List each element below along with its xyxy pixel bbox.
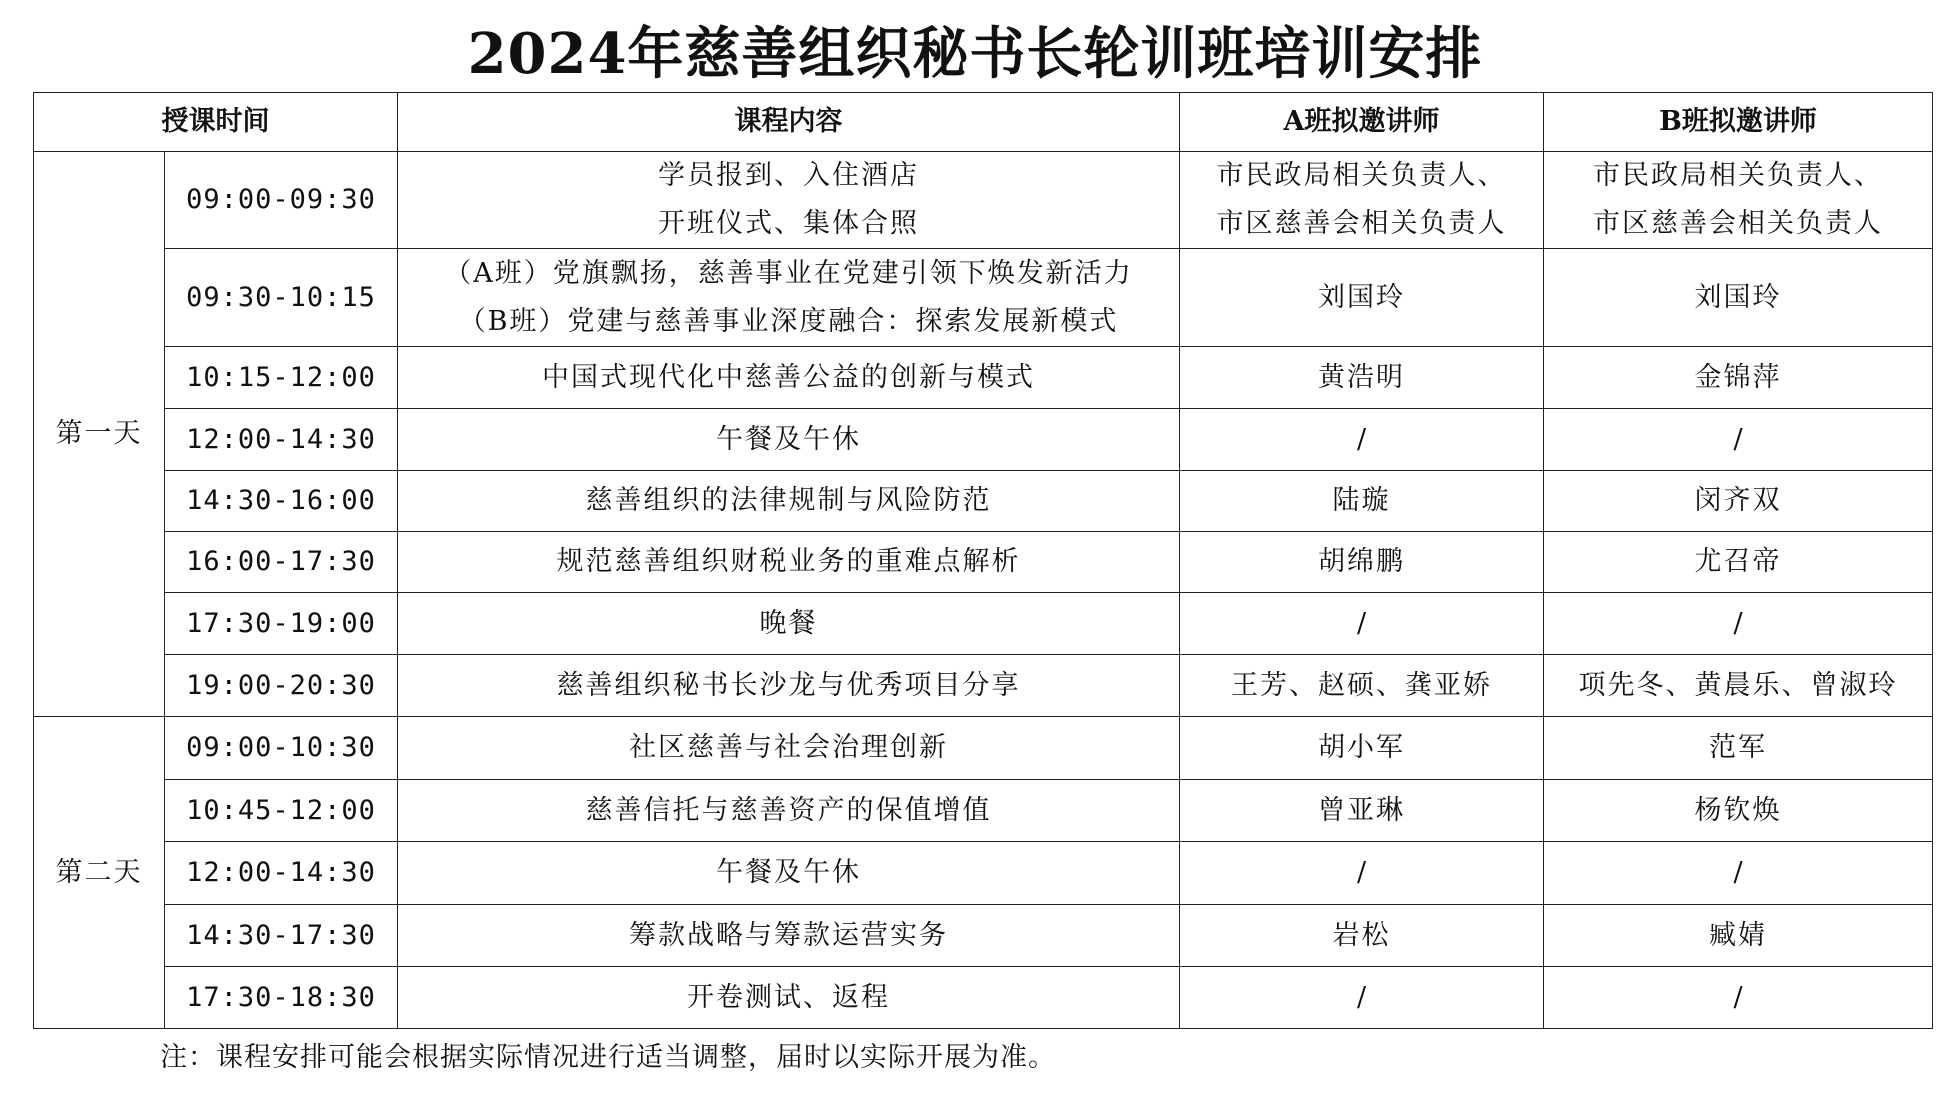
lecturer-line: 市民政局相关负责人、 [1216,160,1507,191]
content-line: 开班仪式、集体合照 [658,208,919,239]
time-cell: 10:15-12:00 [165,347,398,409]
content-line: 学员报到、入住酒店 [658,160,919,191]
a-lecturer-cell: 刘国玲 [1180,249,1544,347]
schedule-table [33,92,1933,1029]
a-lecturer-cell: / [1180,842,1544,905]
table-row [34,842,1933,905]
table-row [34,347,1933,409]
b-lecturer-cell: 臧婧 [1544,905,1933,967]
footnote: 注：课程安排可能会根据实际情况进行适当调整，届时以实际开展为准。 [160,1042,1056,1073]
content-cell [398,249,1180,347]
b-lecturer-cell: 刘国玲 [1544,249,1933,347]
a-lecturer-cell: 胡绵鹏 [1180,532,1544,593]
time-cell: 09:00-09:30 [165,152,398,249]
table-row [34,593,1933,655]
a-lecturer-cell: / [1180,967,1544,1029]
header-content: 课程内容 [398,93,1180,152]
b-lecturer-cell: 项先冬、黄晨乐、曾淑玲 [1544,655,1933,717]
time-cell: 17:30-18:30 [165,967,398,1029]
b-lecturer-cell: / [1544,967,1933,1029]
content-cell: 慈善信托与慈善资产的保值增值 [398,780,1180,842]
b-lecturer-cell [1544,152,1933,249]
b-lecturer-cell: / [1544,409,1933,471]
header-a-lecturer: A班拟邀讲师 [1180,93,1544,152]
table-row [34,905,1933,967]
header-row [34,93,1933,152]
content-cell: 晚餐 [398,593,1180,655]
b-lecturer-cell: 尤召帝 [1544,532,1933,593]
a-lecturer-cell [1180,152,1544,249]
lecturer-line: 市区慈善会相关负责人 [1216,208,1507,239]
b-lecturer-cell: 范军 [1544,717,1933,780]
b-lecturer-cell: 金锦萍 [1544,347,1933,409]
b-lecturer-cell: 杨钦焕 [1544,780,1933,842]
time-cell: 14:30-16:00 [165,471,398,532]
time-cell: 16:00-17:30 [165,532,398,593]
time-cell: 09:00-10:30 [165,717,398,780]
day-label: 第二天 [34,717,165,1029]
a-lecturer-cell: / [1180,409,1544,471]
content-cell: 慈善组织秘书长沙龙与优秀项目分享 [398,655,1180,717]
b-lecturer-cell: / [1544,842,1933,905]
content-cell: 午餐及午休 [398,842,1180,905]
table-row [34,471,1933,532]
content-line: （B班）党建与慈善事业深度融合：探索发展新模式 [458,305,1119,337]
table-row [34,152,1933,249]
time-cell: 14:30-17:30 [165,905,398,967]
a-lecturer-cell: 黄浩明 [1180,347,1544,409]
header-b-lecturer: B班拟邀讲师 [1544,93,1933,152]
content-cell [398,152,1180,249]
page-title: 2024年慈善组织秘书长轮训班培训安排 [467,21,1483,87]
a-lecturer-cell: 王芳、赵硕、龚亚娇 [1180,655,1544,717]
a-lecturer-cell: 岩松 [1180,905,1544,967]
content-cell: 规范慈善组织财税业务的重难点解析 [398,532,1180,593]
table-row [34,717,1933,780]
time-cell: 12:00-14:30 [165,409,398,471]
table-row [34,249,1933,347]
table-row [34,780,1933,842]
day-label: 第一天 [34,152,165,717]
a-lecturer-cell: 陆璇 [1180,471,1544,532]
lecturer-line: 市民政局相关负责人、 [1593,160,1883,191]
a-lecturer-cell: 曾亚琳 [1180,780,1544,842]
header-time: 授课时间 [34,93,398,152]
table-row [34,967,1933,1029]
content-cell: 慈善组织的法律规制与风险防范 [398,471,1180,532]
time-cell: 19:00-20:30 [165,655,398,717]
content-cell: 筹款战略与筹款运营实务 [398,905,1180,967]
table-row [34,409,1933,471]
b-lecturer-cell: / [1544,593,1933,655]
a-lecturer-cell: 胡小军 [1180,717,1544,780]
time-cell: 17:30-19:00 [165,593,398,655]
a-lecturer-cell: / [1180,593,1544,655]
content-cell: 中国式现代化中慈善公益的创新与模式 [398,347,1180,409]
content-cell: 午餐及午休 [398,409,1180,471]
lecturer-line: 市区慈善会相关负责人 [1593,208,1883,239]
content-cell: 开卷测试、返程 [398,967,1180,1029]
time-cell: 09:30-10:15 [165,249,398,347]
time-cell: 10:45-12:00 [165,780,398,842]
table-row [34,532,1933,593]
time-cell: 12:00-14:30 [165,842,398,905]
content-cell: 社区慈善与社会治理创新 [398,717,1180,780]
content-line: （A班）党旗飘扬，慈善事业在党建引领下焕发新活力 [444,257,1133,289]
b-lecturer-cell: 闵齐双 [1544,471,1933,532]
table-row [34,655,1933,717]
